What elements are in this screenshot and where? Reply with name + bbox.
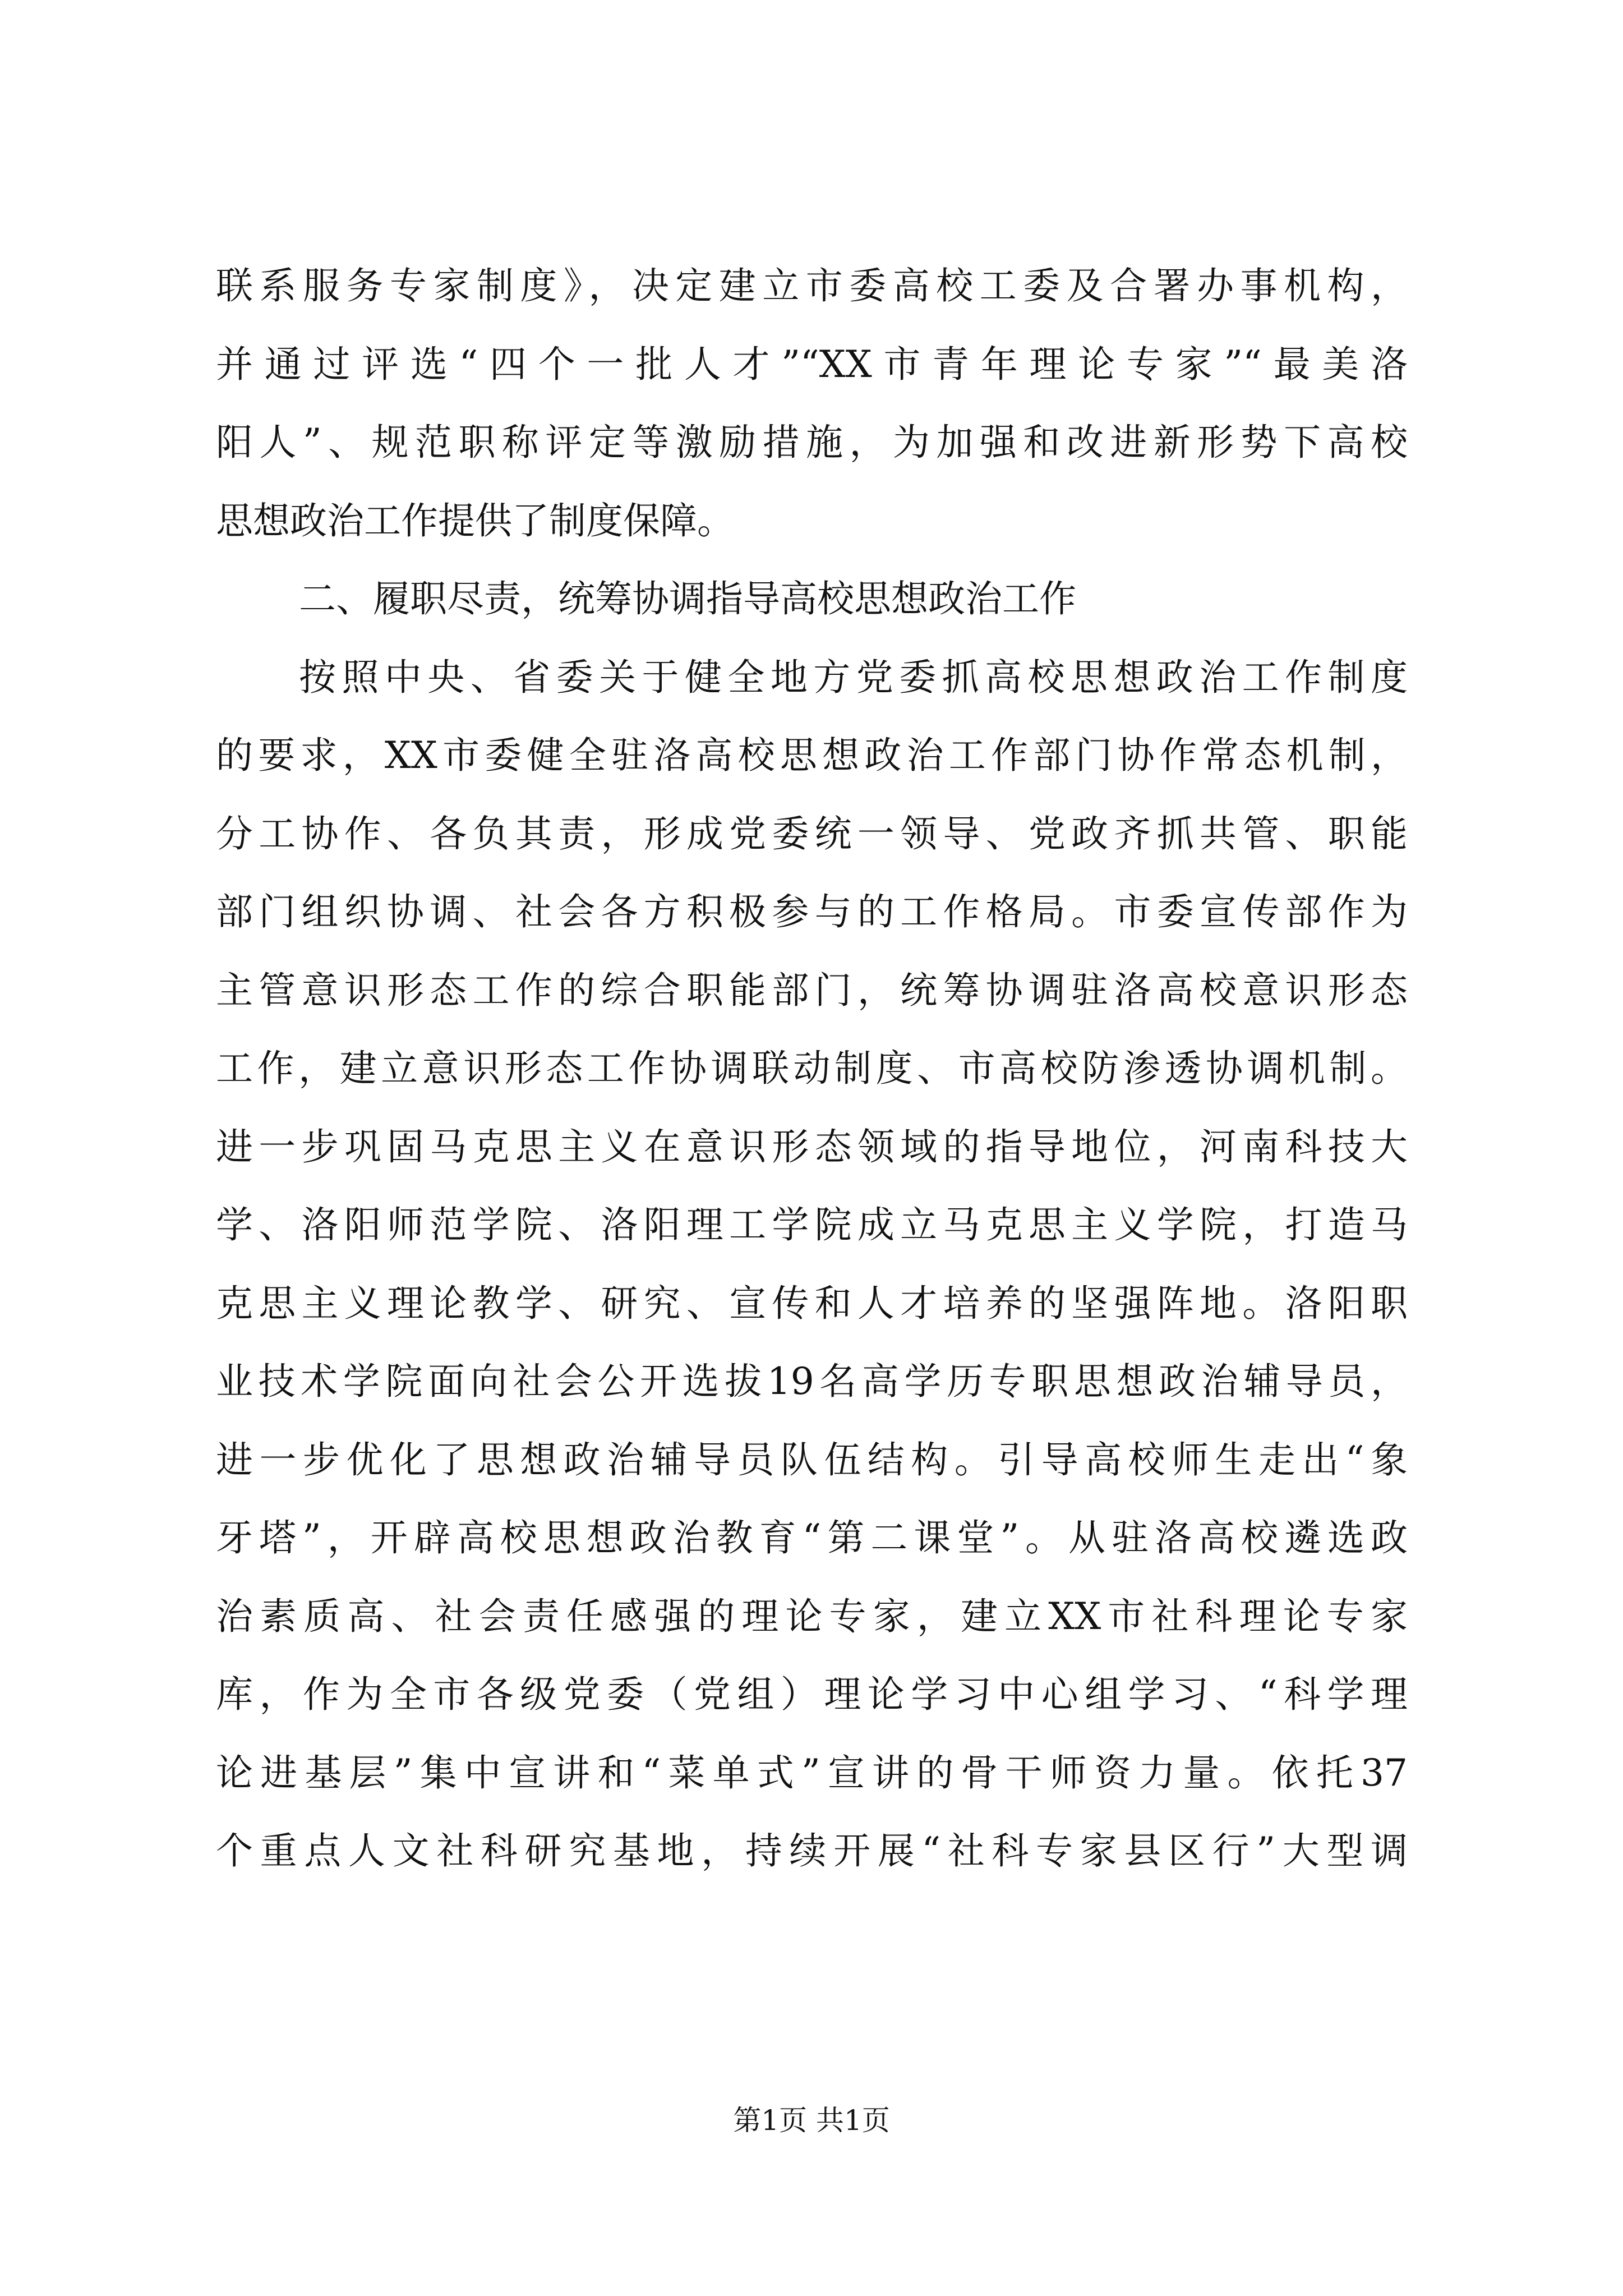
section-heading: 二、履职尽责，统筹协调指导高校思想政治工作 (299, 577, 1076, 620)
text-line: 治素质高、社会责任感强的理论专家，建立XX市社科理论专家 (216, 1594, 1408, 1638)
text-line: 业技术学院面向社会公开选拔19名高学历专职思想政治辅导员， (216, 1360, 1408, 1403)
text-line: 库，作为全市各级党委（党组）理论学习中心组学习、“科学理 (216, 1673, 1408, 1716)
text-line: 进一步优化了思想政治辅导员队伍结构。引导高校师生走出“象 (216, 1438, 1408, 1481)
text-line: 牙塔”，开辟高校思想政治教育“第二课堂”。从驻洛高校遴选政 (216, 1516, 1408, 1559)
text-line: 按照中央、省委关于健全地方党委抓高校思想政治工作制度 (299, 655, 1408, 699)
text-line: 的要求，XX市委健全驻洛高校思想政治工作部门协作常态机制， (216, 734, 1408, 777)
text-line: 主管意识形态工作的综合职能部门，统筹协调驻洛高校意识形态 (216, 968, 1408, 1012)
text-line: 工作，建立意识形态工作协调联动制度、市高校防渗透协调机制。 (216, 1047, 1408, 1090)
text-line: 分工协作、各负其责，形成党委统一领导、党政齐抓共管、职能 (216, 812, 1408, 855)
text-line: 思想政治工作提供了制度保障。 (216, 499, 734, 542)
page-footer: 第1页 共1页 (733, 2104, 890, 2137)
text-line: 论进基层”集中宣讲和“菜单式”宣讲的骨干师资力量。依托37 (216, 1751, 1408, 1795)
text-line: 部门组织协调、社会各方积极参与的工作格局。市委宣传部作为 (216, 890, 1408, 933)
text-line: 克思主义理论教学、研究、宣传和人才培养的坚强阵地。洛阳职 (216, 1281, 1408, 1325)
body-text (216, 247, 1408, 1890)
text-line: 个重点人文社科研究基地，持续开展“社科专家县区行”大型调 (216, 1829, 1408, 1872)
text-line: 学、洛阳师范学院、洛阳理工学院成立马克思主义学院，打造马 (216, 1203, 1408, 1246)
text-line: 并通过评选“四个一批人才”“XX市青年理论专家”“最美洛 (216, 342, 1408, 386)
text-line: 联系服务专家制度》，决定建立市委高校工委及合署办事机构， (216, 264, 1408, 307)
text-line: 进一步巩固马克思主义在意识形态领域的指导地位，河南科技大 (216, 1125, 1408, 1168)
text-line: 阳人”、规范职称评定等激励措施，为加强和改进新形势下高校 (216, 421, 1408, 464)
